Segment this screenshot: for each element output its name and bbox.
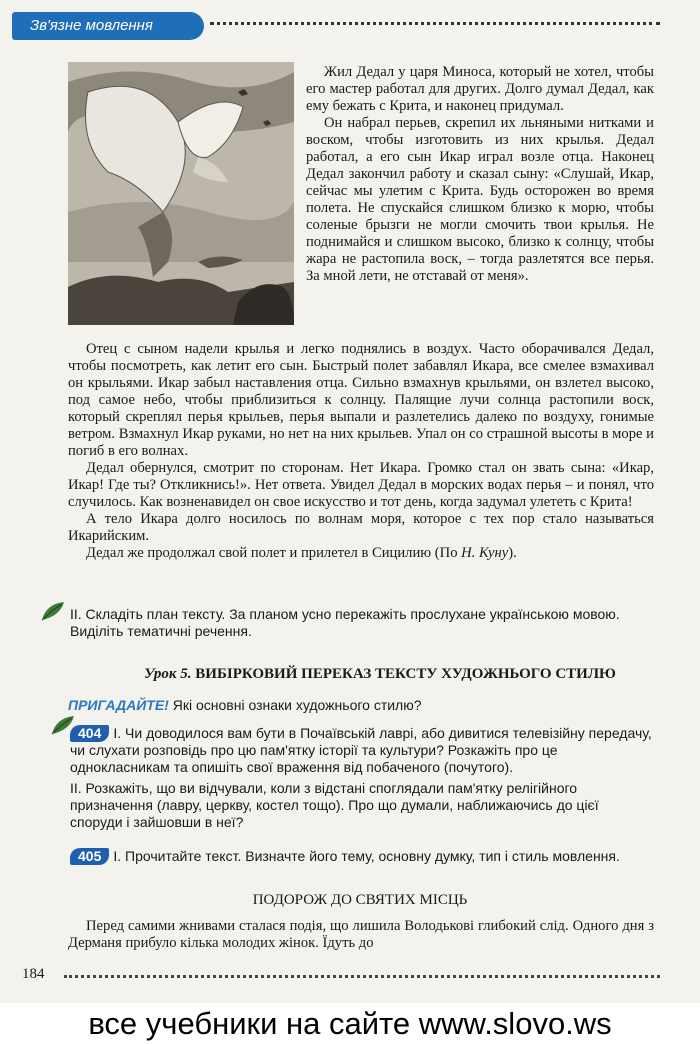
- page-number: 184: [22, 966, 45, 982]
- task-ii: II. Складіть план тексту. За планом усно перекажіть прослухане українською мовою. Виділіть тематичні речення.: [70, 606, 620, 639]
- footer-watermark: все учебники на сайте www.slovo.ws: [0, 1003, 700, 1044]
- leaf-icon: [40, 600, 66, 622]
- lesson-title: Урок 5. ВИБІРКОВИЙ ПЕРЕКАЗ ТЕКСТУ ХУДОЖНЬОГО СТИЛЮ: [144, 666, 616, 682]
- story-paragraph: Жил Дедал у царя Миноса, который не хотел, чтобы его мастер работал для других. Долго думал Дедал, как ему бежать с Крита, и наконец придумал.: [306, 64, 654, 114]
- bottom-dotted-rule: [64, 975, 660, 978]
- top-dotted-rule: [210, 22, 660, 25]
- exercise-405: [70, 848, 654, 865]
- author-name: Н. Куну: [461, 545, 509, 561]
- icarus-engraving-icon: [68, 62, 294, 325]
- exercise-number-badge: 404: [70, 725, 109, 742]
- exercise-404-part1: I. Чи доводилося вам бути в Почаївській лаврі, або дивитися телевізійну передачу, чи слухати розповідь про цю пам'ятку історії та культури? Розкажіть про це однокласникам та опишіть свої враження від побаченого (почутого).: [70, 725, 652, 775]
- exercise-number-badge: 405: [70, 848, 109, 865]
- exercise-404: [70, 725, 654, 831]
- remember-label: ПРИГАДАЙТЕ!: [68, 697, 169, 713]
- story-beside-image: [306, 64, 654, 285]
- remember-question: Які основні ознаки художнього стилю?: [172, 697, 422, 713]
- text-title: ПОДОРОЖ ДО СВЯТИХ МІСЦЬ: [252, 892, 468, 908]
- exercise-404-part2: II. Розкажіть, що ви відчували, коли з відстані споглядали пам'ятку релігійного призначення (лавру, церкву, костел тощо). Про що думали, наближаючись до цієї споруди і зайшовши в неї?: [70, 780, 599, 830]
- story-paragraph: Отец с сыном надели крылья и легко поднялись в воздух. Часто оборачивался Дедал, чтобы посмотреть, как летит его сын. Быстрый полет забавлял Икара, все смелее взмахивал он крыльями. Икар забыл наставления отца. Сильно взмахнув крыльями, он взлетел высоко, под самое небо, чтобы приблизиться к солнцу. Палящие лучи солнца растопили воск, который скреплял перья крыльев, перья выпали и разлетелись далеко по воздуху, гонимые ветром. Взмахнул Икар руками, но нет на них крыльев. Упал он со страшной высоты в море и погиб в его волнах.: [68, 341, 654, 459]
- story-paragraph: А тело Икара долго носилось по волнам моря, которое с тех пор стало называться Икарийским.: [68, 511, 654, 544]
- section-tab: Зв'язне мовлення: [12, 12, 204, 40]
- remember-block: [68, 697, 422, 713]
- story-paragraph: Он набрал перьев, скрепил их льняными нитками и воском, чтобы изготовить из них крылья. Дедал работал, а его сын Икар играл возле отца. Наконец Дедал закончил работу и сказал сыну: «Слушай, Икар, сейчас мы улетим с Крита. Будь осторожен во время полета. Не спускайся слишком близко к морю, чтобы соленые брызги не могли смочить твои крылья. Не поднимайся и слишком высоко, близко к солнцу, чтобы жара не растопила воск, – тогда разлетятся все перья. За мной лети, не отставай от меня».: [306, 115, 654, 284]
- icarus-illustration: [68, 62, 294, 325]
- story-paragraph: Дедал обернулся, смотрит по сторонам. Нет Икара. Громко стал он звать сына: «Икар, Икар! Где ты? Откликнись!». Нет ответа. Увидел Дедал в морских водах перья – и понял, что случилось. Как возненавидел он свое искусство и тот день, когда задумал улететь с Крита!: [68, 460, 654, 510]
- story-last-paragraph: Дедал же продолжал свой полет и прилетел в Сицилию (По Н. Куну).: [86, 545, 517, 561]
- text-start: Перед самими жнивами сталася подія, що лишила Володькові глибокий слід. Одного дня з Дерманя прибуло кілька молодих жінок. Їдуть до: [68, 918, 654, 951]
- exercise-405-text: I. Прочитайте текст. Визначте його тему, основну думку, тип і стиль мовлення.: [113, 848, 620, 864]
- story-full-width: [68, 341, 654, 562]
